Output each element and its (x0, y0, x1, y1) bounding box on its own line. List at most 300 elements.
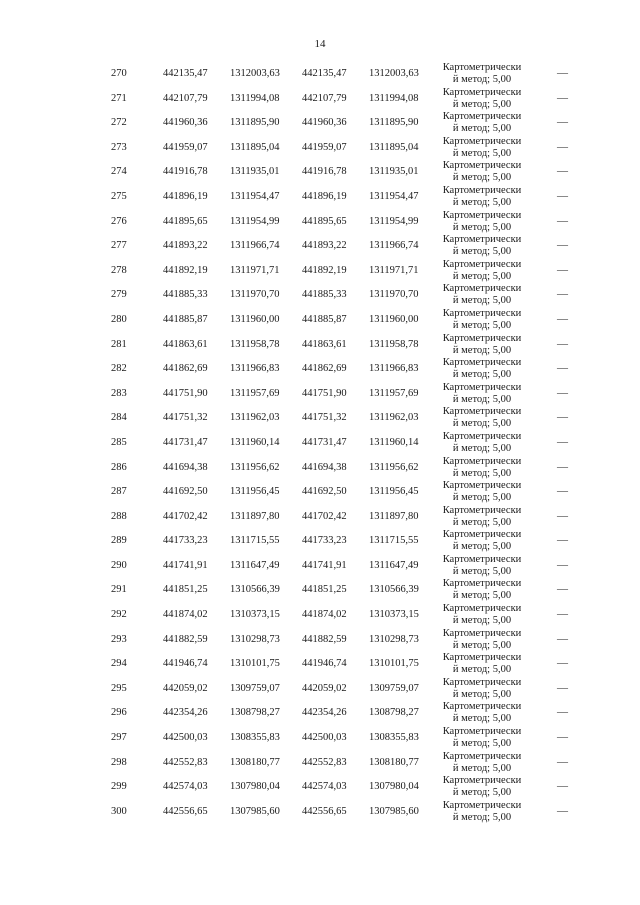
method-line-2: й метод; 5,00 (452, 147, 512, 159)
determination-method (437, 431, 527, 455)
existing-y-coordinate: 1311647,49 (230, 559, 280, 571)
specified-y-coordinate: 1310298,73 (369, 633, 419, 645)
point-number: 299 (111, 781, 127, 793)
table-row (0, 726, 640, 751)
method-line-1: Картометрически (442, 86, 522, 98)
specified-y-coordinate: 1311895,04 (369, 141, 419, 153)
existing-x-coordinate: 441751,90 (163, 387, 208, 399)
point-number: 282 (111, 363, 127, 375)
specified-x-coordinate: 441959,07 (302, 141, 347, 153)
description-dash: — (557, 362, 568, 375)
determination-method (437, 382, 527, 406)
method-line-1: Картометрически (442, 726, 522, 738)
description-dash: — (557, 706, 568, 719)
method-line-1: Картометрически (442, 603, 522, 615)
point-number: 273 (111, 141, 127, 153)
determination-method (437, 185, 527, 209)
table-row (0, 259, 640, 284)
specified-y-coordinate: 1307980,04 (369, 781, 419, 793)
method-line-1: Картометрически (442, 553, 522, 565)
existing-y-coordinate: 1308180,77 (230, 756, 280, 768)
specified-x-coordinate: 441741,91 (302, 559, 347, 571)
method-line-2: й метод; 5,00 (452, 516, 512, 528)
determination-method (437, 652, 527, 676)
existing-y-coordinate: 1311970,70 (230, 289, 280, 301)
table-row (0, 628, 640, 653)
specified-x-coordinate: 441733,23 (302, 535, 347, 547)
method-line-2: й метод; 5,00 (452, 541, 512, 553)
method-line-2: й метод; 5,00 (452, 74, 512, 85)
method-line-1: Картометрически (442, 381, 522, 393)
method-line-1: Картометрически (442, 62, 522, 73)
table-row (0, 406, 640, 431)
method-line-2: й метод; 5,00 (452, 590, 512, 602)
point-number: 287 (111, 486, 127, 498)
table-row (0, 505, 640, 530)
specified-x-coordinate: 441874,02 (302, 609, 347, 621)
existing-y-coordinate: 1311966,83 (230, 363, 280, 375)
existing-x-coordinate: 441731,47 (163, 436, 208, 448)
determination-method (437, 283, 527, 307)
specified-x-coordinate: 441851,25 (302, 584, 347, 596)
existing-y-coordinate: 1311960,14 (230, 436, 280, 448)
point-number: 290 (111, 559, 127, 571)
specified-x-coordinate: 441751,90 (302, 387, 347, 399)
method-line-2: й метод; 5,00 (452, 615, 512, 627)
description-dash: — (557, 731, 568, 744)
method-line-2: й метод; 5,00 (452, 393, 512, 405)
existing-y-coordinate: 1310101,75 (230, 658, 280, 670)
existing-x-coordinate: 442354,26 (163, 707, 208, 719)
description-dash: — (557, 681, 568, 694)
specified-y-coordinate: 1311954,99 (369, 215, 419, 227)
existing-x-coordinate: 441893,22 (163, 240, 208, 252)
existing-x-coordinate: 442574,03 (163, 781, 208, 793)
method-line-1: Картометрически (442, 332, 522, 344)
table-row (0, 578, 640, 603)
point-number: 277 (111, 240, 127, 252)
method-line-1: Картометрически (442, 283, 522, 295)
determination-method (437, 480, 527, 504)
specified-y-coordinate: 1311954,47 (369, 190, 419, 202)
method-line-1: Картометрически (442, 258, 522, 270)
specified-x-coordinate: 441751,32 (302, 412, 347, 424)
existing-y-coordinate: 1309759,07 (230, 682, 280, 694)
method-line-2: й метод; 5,00 (452, 98, 512, 110)
determination-method (437, 210, 527, 234)
existing-y-coordinate: 1311895,90 (230, 117, 280, 129)
point-number: 274 (111, 166, 127, 178)
point-number: 279 (111, 289, 127, 301)
table-row (0, 603, 640, 628)
method-line-1: Картометрически (442, 406, 522, 418)
method-line-1: Картометрически (442, 184, 522, 196)
specified-x-coordinate: 441692,50 (302, 486, 347, 498)
specified-y-coordinate: 1309759,07 (369, 682, 419, 694)
description-dash: — (557, 485, 568, 498)
existing-x-coordinate: 441862,69 (163, 363, 208, 375)
determination-method (437, 456, 527, 480)
existing-x-coordinate: 442556,65 (163, 805, 208, 817)
specified-y-coordinate: 1311958,78 (369, 338, 419, 350)
specified-x-coordinate: 441895,65 (302, 215, 347, 227)
table-row (0, 751, 640, 776)
point-number: 270 (111, 68, 127, 79)
method-line-2: й метод; 5,00 (452, 713, 512, 725)
existing-x-coordinate: 441702,42 (163, 510, 208, 522)
existing-x-coordinate: 441892,19 (163, 264, 208, 276)
existing-y-coordinate: 1310298,73 (230, 633, 280, 645)
table-row (0, 136, 640, 161)
table-row (0, 775, 640, 800)
point-number: 271 (111, 92, 127, 104)
table-row (0, 529, 640, 554)
existing-x-coordinate: 442500,03 (163, 732, 208, 744)
method-line-2: й метод; 5,00 (452, 369, 512, 381)
description-dash: — (557, 460, 568, 473)
determination-method (437, 726, 527, 750)
specified-x-coordinate: 441896,19 (302, 190, 347, 202)
point-number: 285 (111, 436, 127, 448)
specified-y-coordinate: 1310101,75 (369, 658, 419, 670)
specified-x-coordinate: 441960,36 (302, 117, 347, 129)
method-line-1: Картометрически (442, 676, 522, 688)
method-line-2: й метод; 5,00 (452, 762, 512, 774)
specified-x-coordinate: 442556,65 (302, 805, 347, 817)
method-line-1: Картометрически (442, 111, 522, 123)
existing-y-coordinate: 1307985,60 (230, 805, 280, 817)
specified-x-coordinate: 442500,03 (302, 732, 347, 744)
description-dash: — (557, 583, 568, 596)
specified-y-coordinate: 1307985,60 (369, 805, 419, 817)
existing-x-coordinate: 441946,74 (163, 658, 208, 670)
page-number: 14 (314, 38, 326, 50)
point-number: 300 (111, 805, 127, 817)
specified-x-coordinate: 441885,33 (302, 289, 347, 301)
point-number: 272 (111, 117, 127, 129)
specified-y-coordinate: 1311935,01 (369, 166, 419, 178)
description-dash: — (557, 386, 568, 399)
method-line-2: й метод; 5,00 (452, 246, 512, 258)
existing-y-coordinate: 1312003,63 (230, 68, 280, 79)
existing-y-coordinate: 1311895,04 (230, 141, 280, 153)
existing-x-coordinate: 441916,78 (163, 166, 208, 178)
determination-method (437, 800, 527, 824)
table-row (0, 333, 640, 358)
description-dash: — (557, 780, 568, 793)
specified-x-coordinate: 441893,22 (302, 240, 347, 252)
specified-x-coordinate: 441946,74 (302, 658, 347, 670)
existing-x-coordinate: 441960,36 (163, 117, 208, 129)
method-line-1: Картометрически (442, 750, 522, 762)
table-row (0, 283, 640, 308)
point-number: 276 (111, 215, 127, 227)
specified-y-coordinate: 1311966,83 (369, 363, 419, 375)
point-number: 283 (111, 387, 127, 399)
method-line-1: Картометрически (442, 627, 522, 639)
description-dash: — (557, 263, 568, 276)
method-line-1: Картометрически (442, 775, 522, 787)
method-line-2: й метод; 5,00 (452, 295, 512, 307)
table-row (0, 431, 640, 456)
existing-y-coordinate: 1310566,39 (230, 584, 280, 596)
description-dash: — (557, 165, 568, 178)
description-dash: — (557, 534, 568, 547)
existing-x-coordinate: 441959,07 (163, 141, 208, 153)
table-row (0, 185, 640, 210)
point-number: 278 (111, 264, 127, 276)
specified-x-coordinate: 441916,78 (302, 166, 347, 178)
method-line-2: й метод; 5,00 (452, 492, 512, 504)
specified-y-coordinate: 1311647,49 (369, 559, 419, 571)
method-line-2: й метод; 5,00 (452, 270, 512, 282)
point-number: 281 (111, 338, 127, 350)
determination-method (437, 529, 527, 553)
specified-y-coordinate: 1311970,70 (369, 289, 419, 301)
point-number: 291 (111, 584, 127, 596)
description-dash: — (557, 116, 568, 129)
method-line-1: Картометрически (442, 652, 522, 664)
specified-x-coordinate: 442059,02 (302, 682, 347, 694)
description-dash: — (557, 755, 568, 768)
method-line-1: Картометрически (442, 529, 522, 541)
determination-method (437, 111, 527, 135)
table-row (0, 456, 640, 481)
table-row (0, 111, 640, 136)
description-dash: — (557, 608, 568, 621)
method-line-1: Картометрически (442, 234, 522, 246)
point-number: 286 (111, 461, 127, 473)
existing-y-coordinate: 1311962,03 (230, 412, 280, 424)
existing-x-coordinate: 442059,02 (163, 682, 208, 694)
method-line-1: Картометрически (442, 455, 522, 467)
description-dash: — (557, 239, 568, 252)
table-row (0, 652, 640, 677)
determination-method (437, 505, 527, 529)
table-row (0, 677, 640, 702)
existing-x-coordinate: 442107,79 (163, 92, 208, 104)
determination-method (437, 160, 527, 184)
point-number: 284 (111, 412, 127, 424)
existing-y-coordinate: 1310373,15 (230, 609, 280, 621)
point-number: 295 (111, 682, 127, 694)
point-number: 297 (111, 732, 127, 744)
description-dash: — (557, 435, 568, 448)
table-row (0, 800, 640, 825)
existing-y-coordinate: 1311956,62 (230, 461, 280, 473)
specified-y-coordinate: 1311897,80 (369, 510, 419, 522)
method-line-1: Картометрически (442, 307, 522, 319)
existing-x-coordinate: 441885,33 (163, 289, 208, 301)
specified-x-coordinate: 441885,87 (302, 313, 347, 325)
existing-y-coordinate: 1311935,01 (230, 166, 280, 178)
determination-method (437, 259, 527, 283)
specified-x-coordinate: 442135,47 (302, 68, 347, 79)
existing-x-coordinate: 441895,65 (163, 215, 208, 227)
method-line-2: й метод; 5,00 (452, 467, 512, 479)
specified-x-coordinate: 441882,59 (302, 633, 347, 645)
determination-method (437, 775, 527, 799)
existing-y-coordinate: 1311954,47 (230, 190, 280, 202)
point-number: 296 (111, 707, 127, 719)
method-line-1: Картометрически (442, 701, 522, 713)
existing-y-coordinate: 1311954,99 (230, 215, 280, 227)
specified-y-coordinate: 1310566,39 (369, 584, 419, 596)
existing-x-coordinate: 441863,61 (163, 338, 208, 350)
specified-y-coordinate: 1311715,55 (369, 535, 419, 547)
method-line-1: Картометрически (442, 799, 522, 811)
specified-y-coordinate: 1311957,69 (369, 387, 419, 399)
specified-y-coordinate: 1311966,74 (369, 240, 419, 252)
point-number: 275 (111, 190, 127, 202)
existing-x-coordinate: 442135,47 (163, 68, 208, 79)
determination-method (437, 87, 527, 111)
existing-y-coordinate: 1311715,55 (230, 535, 280, 547)
method-line-2: й метод; 5,00 (452, 172, 512, 184)
method-line-2: й метод; 5,00 (452, 811, 512, 823)
determination-method (437, 554, 527, 578)
method-line-2: й метод; 5,00 (452, 123, 512, 135)
existing-x-coordinate: 441896,19 (163, 190, 208, 202)
description-dash: — (557, 804, 568, 817)
existing-x-coordinate: 441694,38 (163, 461, 208, 473)
determination-method (437, 701, 527, 725)
determination-method (437, 751, 527, 775)
table-row (0, 160, 640, 185)
coordinates-table (0, 62, 640, 824)
point-number: 289 (111, 535, 127, 547)
determination-method (437, 62, 527, 86)
specified-x-coordinate: 442107,79 (302, 92, 347, 104)
existing-x-coordinate: 441692,50 (163, 486, 208, 498)
method-line-2: й метод; 5,00 (452, 787, 512, 799)
specified-x-coordinate: 441694,38 (302, 461, 347, 473)
description-dash: — (557, 288, 568, 301)
existing-x-coordinate: 441733,23 (163, 535, 208, 547)
table-row (0, 701, 640, 726)
method-line-1: Картометрически (442, 430, 522, 442)
description-dash: — (557, 509, 568, 522)
method-line-2: й метод; 5,00 (452, 688, 512, 700)
specified-y-coordinate: 1308355,83 (369, 732, 419, 744)
specified-y-coordinate: 1311895,90 (369, 117, 419, 129)
description-dash: — (557, 91, 568, 104)
specified-y-coordinate: 1311962,03 (369, 412, 419, 424)
specified-x-coordinate: 442552,83 (302, 756, 347, 768)
description-dash: — (557, 632, 568, 645)
method-line-2: й метод; 5,00 (452, 319, 512, 331)
table-row (0, 87, 640, 112)
table-row (0, 210, 640, 235)
determination-method (437, 136, 527, 160)
existing-y-coordinate: 1308355,83 (230, 732, 280, 744)
table-row (0, 357, 640, 382)
description-dash: — (557, 312, 568, 325)
method-line-1: Картометрически (442, 357, 522, 369)
table-row (0, 308, 640, 333)
existing-x-coordinate: 441751,32 (163, 412, 208, 424)
existing-y-coordinate: 1307980,04 (230, 781, 280, 793)
existing-y-coordinate: 1311957,69 (230, 387, 280, 399)
method-line-2: й метод; 5,00 (452, 565, 512, 577)
description-dash: — (557, 558, 568, 571)
point-number: 298 (111, 756, 127, 768)
existing-y-coordinate: 1311897,80 (230, 510, 280, 522)
method-line-1: Картометрически (442, 578, 522, 590)
method-line-2: й метод; 5,00 (452, 442, 512, 454)
existing-y-coordinate: 1311994,08 (230, 92, 280, 104)
determination-method (437, 406, 527, 430)
existing-x-coordinate: 441851,25 (163, 584, 208, 596)
specified-x-coordinate: 441702,42 (302, 510, 347, 522)
specified-y-coordinate: 1311960,14 (369, 436, 419, 448)
existing-y-coordinate: 1311960,00 (230, 313, 280, 325)
determination-method (437, 234, 527, 258)
method-line-2: й метод; 5,00 (452, 738, 512, 750)
table-row (0, 382, 640, 407)
specified-y-coordinate: 1308798,27 (369, 707, 419, 719)
point-number: 288 (111, 510, 127, 522)
method-line-2: й метод; 5,00 (452, 344, 512, 356)
description-dash: — (557, 337, 568, 350)
method-line-1: Картометрически (442, 504, 522, 516)
specified-y-coordinate: 1308180,77 (369, 756, 419, 768)
specified-x-coordinate: 441892,19 (302, 264, 347, 276)
existing-y-coordinate: 1308798,27 (230, 707, 280, 719)
specified-x-coordinate: 442574,03 (302, 781, 347, 793)
determination-method (437, 357, 527, 381)
point-number: 294 (111, 658, 127, 670)
method-line-2: й метод; 5,00 (452, 418, 512, 430)
existing-x-coordinate: 442552,83 (163, 756, 208, 768)
description-dash: — (557, 67, 568, 79)
method-line-2: й метод; 5,00 (452, 664, 512, 676)
determination-method (437, 308, 527, 332)
description-dash: — (557, 140, 568, 153)
description-dash: — (557, 214, 568, 227)
specified-y-coordinate: 1311994,08 (369, 92, 419, 104)
method-line-1: Картометрически (442, 209, 522, 221)
specified-y-coordinate: 1311971,71 (369, 264, 419, 276)
specified-y-coordinate: 1310373,15 (369, 609, 419, 621)
description-dash: — (557, 189, 568, 202)
description-dash: — (557, 411, 568, 424)
table-row (0, 234, 640, 259)
existing-y-coordinate: 1311966,74 (230, 240, 280, 252)
point-number: 292 (111, 609, 127, 621)
specified-x-coordinate: 441863,61 (302, 338, 347, 350)
table-row (0, 480, 640, 505)
existing-x-coordinate: 441885,87 (163, 313, 208, 325)
specified-x-coordinate: 441862,69 (302, 363, 347, 375)
existing-y-coordinate: 1311956,45 (230, 486, 280, 498)
method-line-2: й метод; 5,00 (452, 639, 512, 651)
point-number: 293 (111, 633, 127, 645)
existing-y-coordinate: 1311971,71 (230, 264, 280, 276)
table-row (0, 62, 640, 87)
description-dash: — (557, 657, 568, 670)
specified-y-coordinate: 1311956,62 (369, 461, 419, 473)
specified-y-coordinate: 1312003,63 (369, 68, 419, 79)
determination-method (437, 578, 527, 602)
method-line-2: й метод; 5,00 (452, 221, 512, 233)
determination-method (437, 628, 527, 652)
existing-x-coordinate: 441882,59 (163, 633, 208, 645)
specified-x-coordinate: 442354,26 (302, 707, 347, 719)
method-line-1: Картометрически (442, 160, 522, 172)
specified-x-coordinate: 441731,47 (302, 436, 347, 448)
determination-method (437, 603, 527, 627)
